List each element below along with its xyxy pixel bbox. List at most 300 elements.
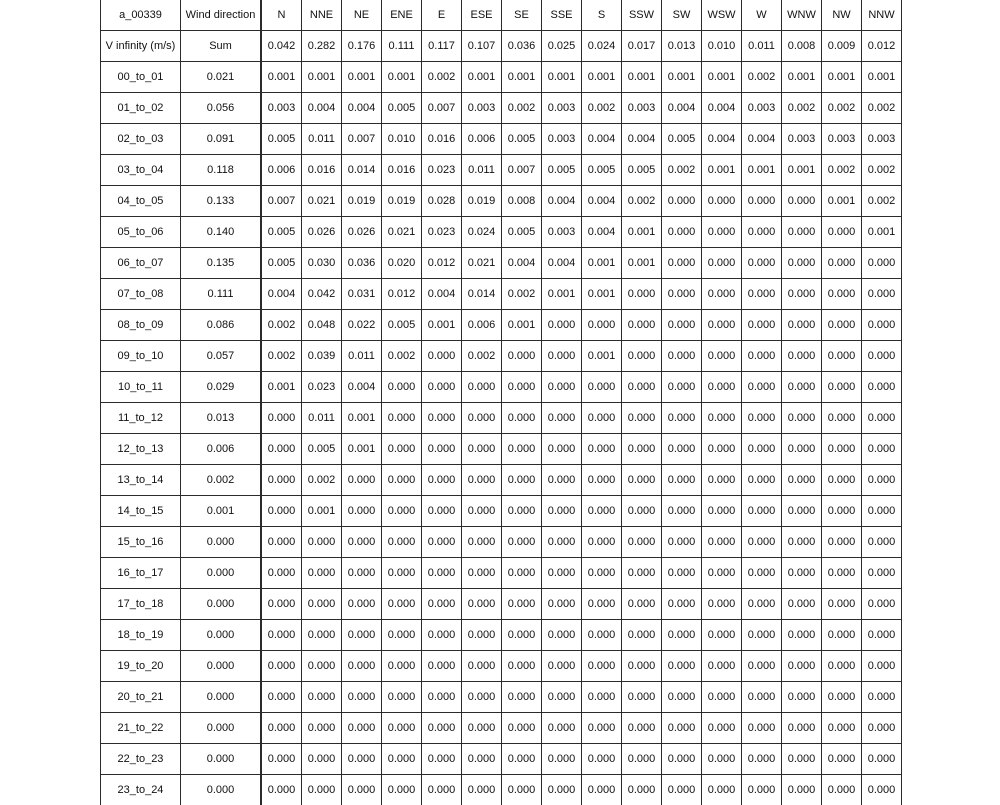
frequency-cell: 0.012 <box>422 248 462 279</box>
frequency-cell: 0.005 <box>382 310 422 341</box>
frequency-cell: 0.004 <box>502 248 542 279</box>
frequency-cell: 0.000 <box>342 589 382 620</box>
frequency-cell: 0.000 <box>662 403 702 434</box>
frequency-cell: 0.001 <box>702 62 742 93</box>
frequency-cell: 0.001 <box>782 155 822 186</box>
frequency-cell: 0.000 <box>462 651 502 682</box>
v-infinity-label: V infinity (m/s) <box>101 31 181 62</box>
frequency-cell: 0.000 <box>862 434 902 465</box>
frequency-cell: 0.002 <box>662 155 702 186</box>
frequency-cell: 0.000 <box>502 372 542 403</box>
frequency-cell: 0.000 <box>822 744 862 775</box>
frequency-cell: 0.000 <box>782 217 822 248</box>
direction-header-ene: ENE <box>382 0 422 31</box>
frequency-cell: 0.000 <box>702 341 742 372</box>
frequency-cell: 0.000 <box>422 527 462 558</box>
speed-bin-sum: 0.057 <box>181 341 262 372</box>
speed-bin-label: 22_to_23 <box>101 744 181 775</box>
table-row <box>101 558 902 589</box>
table-row <box>101 248 902 279</box>
frequency-cell: 0.004 <box>342 372 382 403</box>
frequency-cell: 0.000 <box>261 465 302 496</box>
header-row <box>101 0 902 31</box>
frequency-cell: 0.000 <box>582 372 622 403</box>
frequency-cell: 0.000 <box>862 558 902 589</box>
frequency-cell: 0.000 <box>462 620 502 651</box>
frequency-cell: 0.005 <box>261 217 302 248</box>
frequency-cell: 0.000 <box>422 496 462 527</box>
frequency-cell: 0.002 <box>502 93 542 124</box>
direction-sum-cell: 0.282 <box>302 31 342 62</box>
frequency-cell: 0.007 <box>342 124 382 155</box>
frequency-cell: 0.048 <box>302 310 342 341</box>
speed-bin-sum: 0.029 <box>181 372 262 403</box>
frequency-cell: 0.000 <box>702 682 742 713</box>
frequency-cell: 0.000 <box>622 775 662 805</box>
frequency-cell: 0.000 <box>702 372 742 403</box>
frequency-cell: 0.000 <box>822 310 862 341</box>
wind-table-body <box>101 0 902 805</box>
frequency-cell: 0.000 <box>822 558 862 589</box>
frequency-cell: 0.000 <box>622 682 662 713</box>
frequency-cell: 0.000 <box>742 465 782 496</box>
frequency-cell: 0.019 <box>382 186 422 217</box>
frequency-cell: 0.001 <box>622 217 662 248</box>
frequency-cell: 0.000 <box>622 279 662 310</box>
frequency-cell: 0.002 <box>622 186 662 217</box>
frequency-cell: 0.000 <box>702 558 742 589</box>
speed-bin-label: 11_to_12 <box>101 403 181 434</box>
speed-bin-sum: 0.091 <box>181 124 262 155</box>
frequency-cell: 0.001 <box>261 62 302 93</box>
frequency-cell: 0.000 <box>662 496 702 527</box>
frequency-cell: 0.000 <box>782 434 822 465</box>
speed-bin-sum: 0.000 <box>181 527 262 558</box>
frequency-cell: 0.000 <box>822 341 862 372</box>
frequency-cell: 0.002 <box>782 93 822 124</box>
frequency-cell: 0.000 <box>622 527 662 558</box>
frequency-cell: 0.000 <box>862 465 902 496</box>
frequency-cell: 0.000 <box>582 558 622 589</box>
frequency-cell: 0.000 <box>742 310 782 341</box>
frequency-cell: 0.000 <box>582 589 622 620</box>
frequency-cell: 0.000 <box>862 775 902 805</box>
frequency-cell: 0.000 <box>502 465 542 496</box>
frequency-cell: 0.002 <box>261 310 302 341</box>
frequency-cell: 0.000 <box>462 403 502 434</box>
speed-bin-label: 15_to_16 <box>101 527 181 558</box>
frequency-cell: 0.002 <box>862 186 902 217</box>
speed-bin-label: 23_to_24 <box>101 775 181 805</box>
frequency-cell: 0.000 <box>822 496 862 527</box>
frequency-cell: 0.000 <box>702 434 742 465</box>
frequency-cell: 0.000 <box>382 651 422 682</box>
frequency-cell: 0.000 <box>261 496 302 527</box>
frequency-cell: 0.001 <box>342 403 382 434</box>
direction-header-se: SE <box>502 0 542 31</box>
frequency-cell: 0.000 <box>542 713 582 744</box>
direction-sum-cell: 0.012 <box>862 31 902 62</box>
frequency-cell: 0.000 <box>702 310 742 341</box>
frequency-cell: 0.000 <box>662 682 702 713</box>
frequency-cell: 0.000 <box>382 496 422 527</box>
frequency-cell: 0.028 <box>422 186 462 217</box>
frequency-cell: 0.023 <box>422 155 462 186</box>
frequency-cell: 0.002 <box>862 93 902 124</box>
frequency-cell: 0.000 <box>542 434 582 465</box>
frequency-cell: 0.000 <box>502 744 542 775</box>
frequency-cell: 0.002 <box>302 465 342 496</box>
speed-bin-sum: 0.056 <box>181 93 262 124</box>
frequency-cell: 0.000 <box>422 744 462 775</box>
frequency-cell: 0.000 <box>342 558 382 589</box>
frequency-cell: 0.000 <box>862 589 902 620</box>
frequency-cell: 0.014 <box>342 155 382 186</box>
frequency-cell: 0.001 <box>582 341 622 372</box>
frequency-cell: 0.000 <box>502 651 542 682</box>
frequency-cell: 0.000 <box>702 775 742 805</box>
frequency-cell: 0.002 <box>862 155 902 186</box>
frequency-cell: 0.000 <box>782 589 822 620</box>
speed-bin-label: 12_to_13 <box>101 434 181 465</box>
frequency-cell: 0.000 <box>462 713 502 744</box>
frequency-cell: 0.026 <box>302 217 342 248</box>
frequency-cell: 0.031 <box>342 279 382 310</box>
frequency-cell: 0.000 <box>342 620 382 651</box>
speed-bin-sum: 0.013 <box>181 403 262 434</box>
frequency-cell: 0.011 <box>302 124 342 155</box>
frequency-cell: 0.005 <box>542 155 582 186</box>
frequency-cell: 0.000 <box>261 403 302 434</box>
frequency-cell: 0.001 <box>702 155 742 186</box>
frequency-cell: 0.000 <box>822 248 862 279</box>
frequency-cell: 0.000 <box>862 744 902 775</box>
frequency-cell: 0.000 <box>422 341 462 372</box>
frequency-cell: 0.005 <box>261 124 302 155</box>
direction-sum-cell: 0.042 <box>261 31 302 62</box>
frequency-cell: 0.000 <box>302 620 342 651</box>
frequency-cell: 0.000 <box>662 217 702 248</box>
frequency-cell: 0.002 <box>742 62 782 93</box>
frequency-cell: 0.000 <box>702 713 742 744</box>
frequency-cell: 0.010 <box>382 124 422 155</box>
frequency-cell: 0.000 <box>382 434 422 465</box>
frequency-cell: 0.000 <box>782 248 822 279</box>
frequency-cell: 0.000 <box>462 465 502 496</box>
frequency-cell: 0.000 <box>542 496 582 527</box>
speed-bin-sum: 0.000 <box>181 620 262 651</box>
frequency-cell: 0.003 <box>622 93 662 124</box>
frequency-cell: 0.000 <box>862 713 902 744</box>
frequency-cell: 0.019 <box>462 186 502 217</box>
frequency-cell: 0.000 <box>462 527 502 558</box>
frequency-cell: 0.026 <box>342 217 382 248</box>
frequency-cell: 0.000 <box>862 279 902 310</box>
frequency-cell: 0.000 <box>742 186 782 217</box>
frequency-cell: 0.024 <box>462 217 502 248</box>
frequency-cell: 0.004 <box>542 248 582 279</box>
frequency-cell: 0.000 <box>542 558 582 589</box>
frequency-cell: 0.000 <box>862 620 902 651</box>
frequency-cell: 0.000 <box>582 620 622 651</box>
frequency-cell: 0.021 <box>462 248 502 279</box>
frequency-cell: 0.000 <box>822 713 862 744</box>
frequency-cell: 0.000 <box>782 279 822 310</box>
frequency-cell: 0.000 <box>702 403 742 434</box>
frequency-cell: 0.000 <box>822 279 862 310</box>
frequency-cell: 0.023 <box>422 217 462 248</box>
frequency-cell: 0.000 <box>582 434 622 465</box>
frequency-cell: 0.000 <box>702 651 742 682</box>
frequency-cell: 0.000 <box>382 744 422 775</box>
frequency-cell: 0.000 <box>422 589 462 620</box>
frequency-cell: 0.011 <box>462 155 502 186</box>
speed-bin-label: 03_to_04 <box>101 155 181 186</box>
frequency-cell: 0.014 <box>462 279 502 310</box>
speed-bin-label: 18_to_19 <box>101 620 181 651</box>
speed-bin-sum: 0.000 <box>181 744 262 775</box>
table-row <box>101 403 902 434</box>
table-row <box>101 620 902 651</box>
frequency-cell: 0.004 <box>702 93 742 124</box>
frequency-cell: 0.000 <box>542 403 582 434</box>
direction-sum-cell: 0.025 <box>542 31 582 62</box>
frequency-cell: 0.000 <box>382 775 422 805</box>
frequency-cell: 0.000 <box>502 589 542 620</box>
frequency-cell: 0.000 <box>382 403 422 434</box>
speed-bin-sum: 0.135 <box>181 248 262 279</box>
frequency-cell: 0.003 <box>542 217 582 248</box>
frequency-cell: 0.004 <box>542 186 582 217</box>
frequency-cell: 0.005 <box>502 124 542 155</box>
direction-header-sse: SSE <box>542 0 582 31</box>
table-row <box>101 713 902 744</box>
frequency-cell: 0.000 <box>422 713 462 744</box>
frequency-cell: 0.001 <box>422 310 462 341</box>
frequency-cell: 0.005 <box>662 124 702 155</box>
frequency-cell: 0.011 <box>342 341 382 372</box>
frequency-cell: 0.000 <box>261 527 302 558</box>
frequency-cell: 0.000 <box>542 651 582 682</box>
frequency-cell: 0.000 <box>422 434 462 465</box>
frequency-cell: 0.000 <box>862 682 902 713</box>
frequency-cell: 0.004 <box>422 279 462 310</box>
frequency-cell: 0.000 <box>302 527 342 558</box>
sum-label: Sum <box>181 31 262 62</box>
frequency-cell: 0.000 <box>822 372 862 403</box>
frequency-cell: 0.000 <box>742 713 782 744</box>
direction-header-s: S <box>582 0 622 31</box>
frequency-cell: 0.000 <box>662 465 702 496</box>
frequency-cell: 0.000 <box>462 558 502 589</box>
frequency-cell: 0.000 <box>782 496 822 527</box>
frequency-cell: 0.001 <box>342 434 382 465</box>
frequency-cell: 0.000 <box>702 279 742 310</box>
frequency-cell: 0.002 <box>382 341 422 372</box>
frequency-cell: 0.000 <box>382 465 422 496</box>
speed-bin-sum: 0.133 <box>181 186 262 217</box>
frequency-cell: 0.000 <box>622 310 662 341</box>
frequency-cell: 0.001 <box>342 62 382 93</box>
frequency-cell: 0.006 <box>462 124 502 155</box>
direction-sum-cell: 0.017 <box>622 31 662 62</box>
frequency-cell: 0.000 <box>382 527 422 558</box>
frequency-cell: 0.000 <box>782 403 822 434</box>
wind-frequency-table <box>100 0 902 805</box>
speed-bin-sum: 0.111 <box>181 279 262 310</box>
frequency-cell: 0.000 <box>742 558 782 589</box>
frequency-cell: 0.000 <box>542 775 582 805</box>
frequency-cell: 0.000 <box>702 217 742 248</box>
frequency-cell: 0.000 <box>742 279 782 310</box>
speed-bin-label: 13_to_14 <box>101 465 181 496</box>
direction-sum-cell: 0.010 <box>702 31 742 62</box>
frequency-cell: 0.000 <box>382 589 422 620</box>
frequency-cell: 0.000 <box>622 403 662 434</box>
frequency-cell: 0.000 <box>862 496 902 527</box>
frequency-cell: 0.006 <box>462 310 502 341</box>
frequency-cell: 0.000 <box>462 372 502 403</box>
frequency-cell: 0.000 <box>582 465 622 496</box>
frequency-cell: 0.000 <box>782 620 822 651</box>
frequency-cell: 0.039 <box>302 341 342 372</box>
frequency-cell: 0.002 <box>462 341 502 372</box>
frequency-cell: 0.001 <box>582 279 622 310</box>
speed-bin-label: 06_to_07 <box>101 248 181 279</box>
frequency-cell: 0.000 <box>662 651 702 682</box>
speed-bin-label: 14_to_15 <box>101 496 181 527</box>
frequency-cell: 0.000 <box>822 465 862 496</box>
frequency-cell: 0.021 <box>382 217 422 248</box>
frequency-cell: 0.000 <box>702 186 742 217</box>
speed-bin-sum: 0.000 <box>181 589 262 620</box>
frequency-cell: 0.000 <box>342 775 382 805</box>
frequency-cell: 0.019 <box>342 186 382 217</box>
frequency-cell: 0.016 <box>302 155 342 186</box>
frequency-cell: 0.000 <box>261 434 302 465</box>
frequency-cell: 0.001 <box>782 62 822 93</box>
frequency-cell: 0.000 <box>542 310 582 341</box>
direction-header-ne: NE <box>342 0 382 31</box>
frequency-cell: 0.000 <box>502 434 542 465</box>
frequency-cell: 0.000 <box>862 341 902 372</box>
frequency-cell: 0.000 <box>422 465 462 496</box>
frequency-cell: 0.007 <box>422 93 462 124</box>
frequency-cell: 0.003 <box>261 93 302 124</box>
frequency-cell: 0.001 <box>542 62 582 93</box>
frequency-cell: 0.003 <box>742 93 782 124</box>
frequency-cell: 0.000 <box>782 310 822 341</box>
frequency-cell: 0.000 <box>462 496 502 527</box>
frequency-cell: 0.007 <box>502 155 542 186</box>
frequency-cell: 0.000 <box>261 713 302 744</box>
frequency-cell: 0.000 <box>302 651 342 682</box>
speed-bin-sum: 0.000 <box>181 651 262 682</box>
frequency-cell: 0.001 <box>462 62 502 93</box>
frequency-cell: 0.001 <box>502 62 542 93</box>
frequency-cell: 0.000 <box>702 527 742 558</box>
frequency-cell: 0.000 <box>261 651 302 682</box>
frequency-cell: 0.001 <box>382 62 422 93</box>
speed-bin-sum: 0.021 <box>181 62 262 93</box>
speed-bin-sum: 0.000 <box>181 558 262 589</box>
frequency-cell: 0.000 <box>662 589 702 620</box>
speed-bin-label: 21_to_22 <box>101 713 181 744</box>
table-row <box>101 341 902 372</box>
frequency-cell: 0.000 <box>742 217 782 248</box>
frequency-cell: 0.001 <box>261 372 302 403</box>
frequency-cell: 0.000 <box>422 682 462 713</box>
frequency-cell: 0.000 <box>862 310 902 341</box>
frequency-cell: 0.004 <box>702 124 742 155</box>
frequency-cell: 0.004 <box>582 186 622 217</box>
frequency-cell: 0.000 <box>422 651 462 682</box>
frequency-cell: 0.005 <box>582 155 622 186</box>
frequency-cell: 0.001 <box>862 217 902 248</box>
frequency-cell: 0.000 <box>662 434 702 465</box>
speed-bin-sum: 0.140 <box>181 217 262 248</box>
frequency-cell: 0.000 <box>422 558 462 589</box>
frequency-cell: 0.000 <box>302 775 342 805</box>
frequency-cell: 0.000 <box>582 713 622 744</box>
direction-header-nnw: NNW <box>862 0 902 31</box>
frequency-cell: 0.000 <box>622 744 662 775</box>
frequency-cell: 0.006 <box>261 155 302 186</box>
frequency-cell: 0.000 <box>302 713 342 744</box>
frequency-cell: 0.000 <box>382 682 422 713</box>
frequency-cell: 0.004 <box>342 93 382 124</box>
frequency-cell: 0.036 <box>342 248 382 279</box>
frequency-cell: 0.003 <box>862 124 902 155</box>
frequency-cell: 0.016 <box>422 124 462 155</box>
speed-bin-label: 00_to_01 <box>101 62 181 93</box>
table-row <box>101 651 902 682</box>
frequency-cell: 0.003 <box>462 93 502 124</box>
frequency-cell: 0.000 <box>862 651 902 682</box>
frequency-cell: 0.000 <box>822 217 862 248</box>
frequency-cell: 0.000 <box>502 496 542 527</box>
frequency-cell: 0.000 <box>822 403 862 434</box>
direction-header-w: W <box>742 0 782 31</box>
speed-bin-sum: 0.000 <box>181 713 262 744</box>
frequency-cell: 0.000 <box>422 620 462 651</box>
frequency-cell: 0.000 <box>622 341 662 372</box>
speed-bin-label: 19_to_20 <box>101 651 181 682</box>
frequency-cell: 0.000 <box>662 775 702 805</box>
frequency-cell: 0.000 <box>702 496 742 527</box>
frequency-cell: 0.000 <box>422 403 462 434</box>
frequency-cell: 0.000 <box>782 372 822 403</box>
frequency-cell: 0.000 <box>542 465 582 496</box>
frequency-cell: 0.000 <box>822 434 862 465</box>
direction-sum-cell: 0.008 <box>782 31 822 62</box>
direction-header-wnw: WNW <box>782 0 822 31</box>
wind-direction-header: Wind direction <box>181 0 262 31</box>
frequency-cell: 0.000 <box>822 527 862 558</box>
frequency-cell: 0.000 <box>342 496 382 527</box>
direction-sum-cell: 0.013 <box>662 31 702 62</box>
frequency-cell: 0.000 <box>382 620 422 651</box>
frequency-cell: 0.000 <box>742 341 782 372</box>
frequency-cell: 0.000 <box>742 434 782 465</box>
table-row <box>101 124 902 155</box>
frequency-cell: 0.000 <box>342 527 382 558</box>
frequency-cell: 0.004 <box>582 217 622 248</box>
direction-header-ese: ESE <box>462 0 502 31</box>
frequency-cell: 0.000 <box>462 744 502 775</box>
frequency-cell: 0.004 <box>662 93 702 124</box>
frequency-cell: 0.000 <box>702 248 742 279</box>
